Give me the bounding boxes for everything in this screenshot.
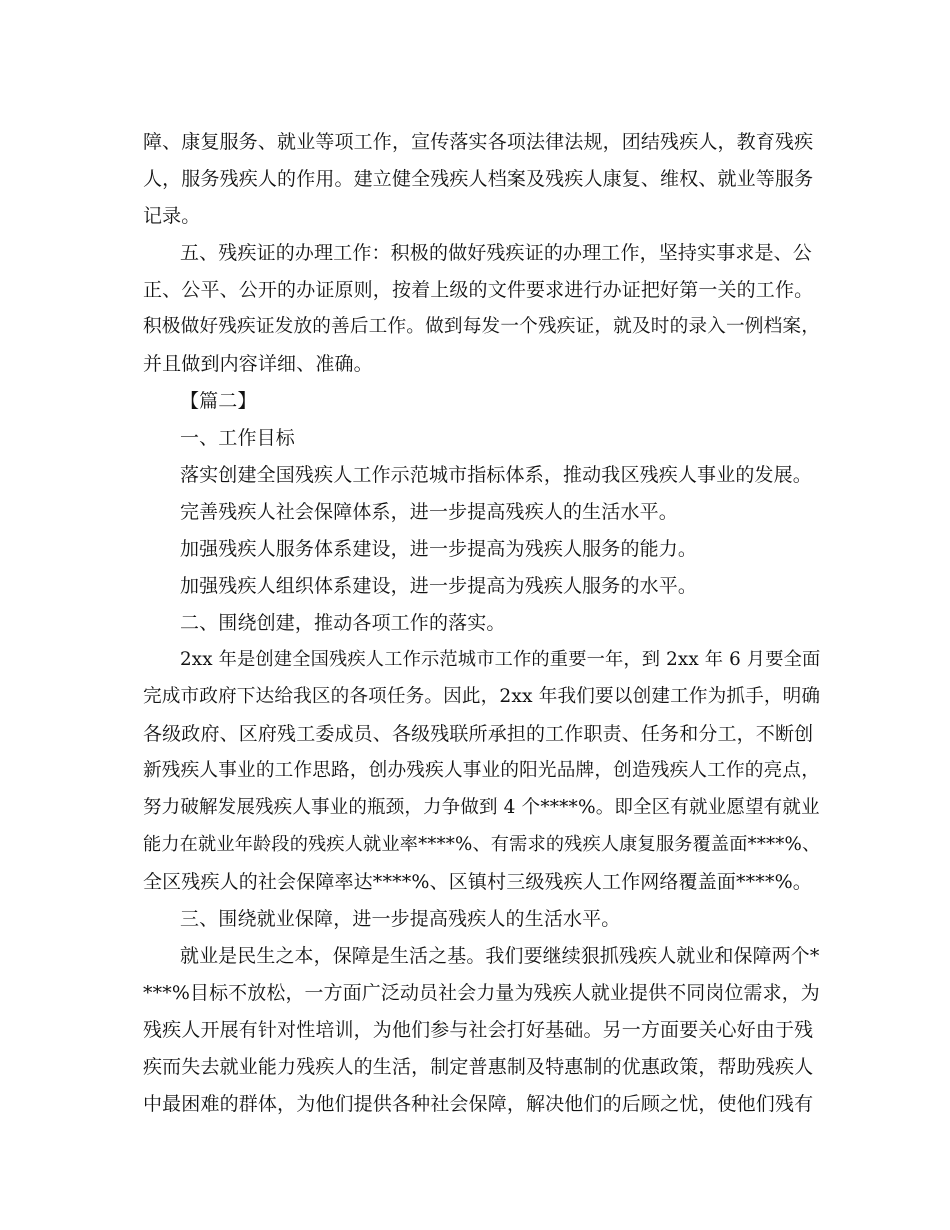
text-line: 各级政府、区府残工委成员、各级残联所承担的工作职责、任务和分工，不断创 xyxy=(143,723,814,745)
section-heading: 一、工作目标 xyxy=(180,427,295,449)
text-line: 能力在就业年龄段的残疾人就业率****%、有需求的残疾人康复服务覆盖面****%、 xyxy=(143,834,821,855)
section-heading: 二、围绕创建，推动各项工作的落实。 xyxy=(180,612,506,634)
text-line: 疾而失去就业能力残疾人的生活，制定普惠制及特惠制的优惠政策，帮助残疾人 xyxy=(143,1056,814,1078)
text-line: 加强残疾人服务体系建设，进一步提高为残疾人服务的能力。 xyxy=(180,538,698,560)
text-line: 加强残疾人组织体系建设，进一步提高为残疾人服务的水平。 xyxy=(180,575,698,597)
text-line: 2xx 年是创建全国残疾人工作示范城市工作的重要一年，到 2xx 年 6 月要全面 xyxy=(180,649,821,670)
text-line: 人，服务残疾人的作用。建立健全残疾人档案及残疾人康复、维权、就业等服务 xyxy=(143,168,814,190)
text-line: 中最困难的群体，为他们提供各种社会保障，解决他们的后顾之忧，使他们残有 xyxy=(143,1093,814,1115)
text-line: 新残疾人事业的工作思路，创办残疾人事业的阳光品牌，创造残疾人工作的亮点， xyxy=(143,760,821,781)
text-line: 障、康复服务、就业等项工作，宣传落实各项法律法规，团结残疾人，教育残疾 xyxy=(143,131,814,153)
section-heading: 三、围绕就业保障，进一步提高残疾人的生活水平。 xyxy=(180,908,621,930)
text-line: 并且做到内容详细、准确。 xyxy=(143,353,373,375)
text-line: 全区残疾人的社会保障率达****%、区镇村三级残疾人工作网络覆盖面****%。 xyxy=(143,871,812,893)
text-line: 就业是民生之本，保障是生活之基。我们要继续狠抓残疾人就业和保障两个* xyxy=(180,945,820,967)
text-line: ***%目标不放松，一方面广泛动员社会力量为残疾人就业提供不同岗位需求，为 xyxy=(143,982,820,1004)
text-line: 落实创建全国残疾人工作示范城市指标体系，推动我区残疾人事业的发展。 xyxy=(180,464,812,486)
section-heading: 五、残疾证的办理工作：积极的做好残疾证的办理工作，坚持实事求是、公 xyxy=(180,242,812,264)
text-line: 完善残疾人社会保障体系，进一步提高残疾人的生活水平。 xyxy=(180,501,678,523)
text-line: 残疾人开展有针对性培训，为他们参与社会打好基础。另一方面要关心好由于残 xyxy=(143,1019,814,1041)
part-heading: 【篇二】 xyxy=(180,390,257,412)
text-line: 正、公平、公开的办证原则，按着上级的文件要求进行办证把好第一关的工作。 xyxy=(143,279,814,301)
text-line: 努力破解发展残疾人事业的瓶颈，力争做到 4 个****%。即全区有就业愿望有就业 xyxy=(143,797,820,818)
text-line: 积极做好残疾证发放的善后工作。做到每发一个残疾证，就及时的录入一例档案， xyxy=(143,316,821,337)
text-line: 记录。 xyxy=(143,205,201,227)
text-line: 完成市政府下达给我区的各项任务。因此，2xx 年我们要以创建工作为抓手，明确 xyxy=(143,686,821,707)
